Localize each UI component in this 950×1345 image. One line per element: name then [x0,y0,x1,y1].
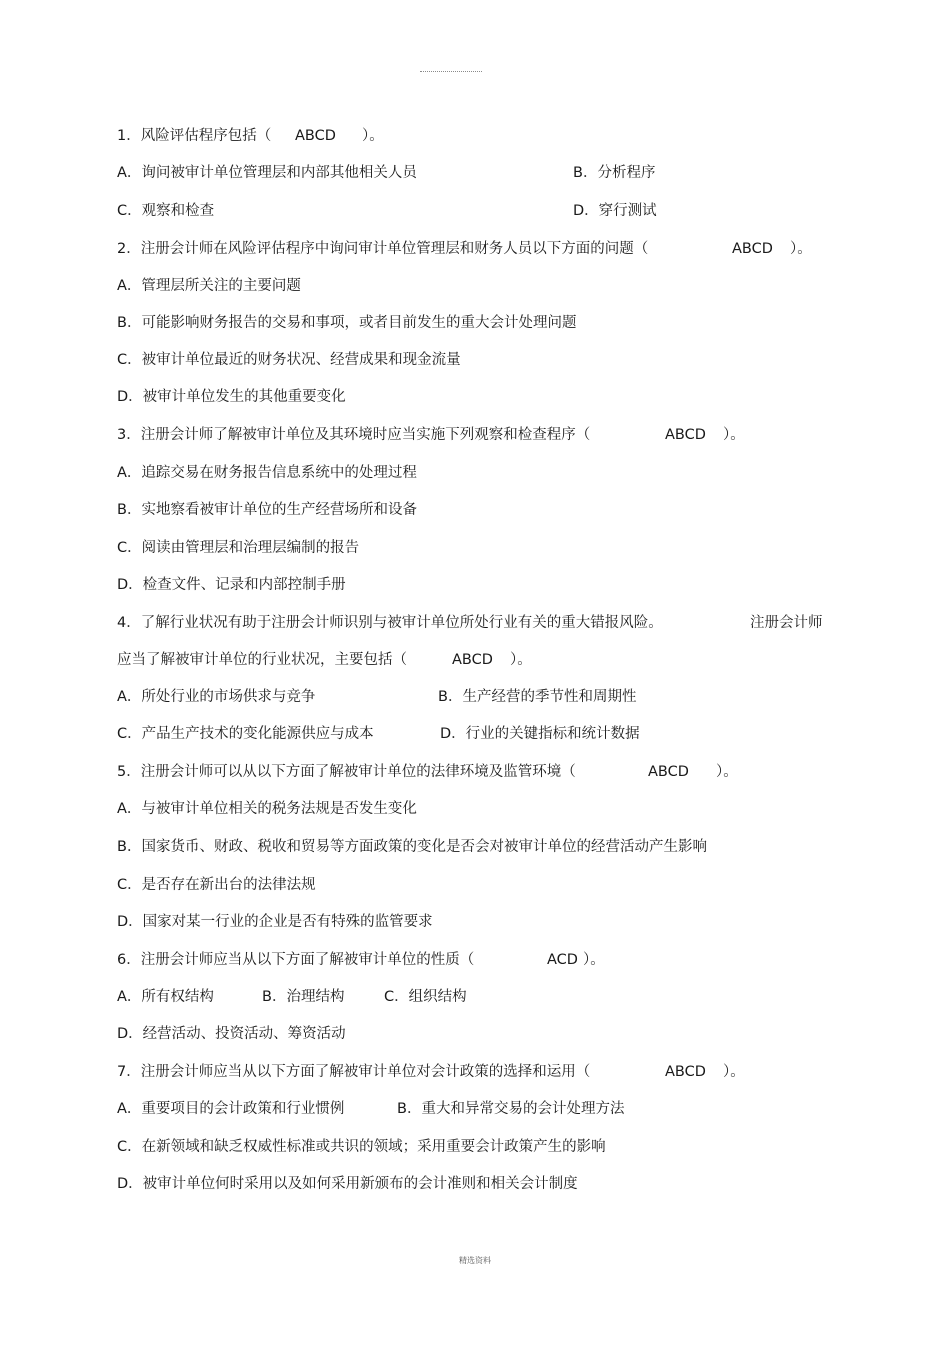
question-2-stem: 2．注册会计师在风险评估程序中询问审计单位管理层和财务人员以下方面的问题（ [117,241,649,257]
question-7-answer: ABCD [665,1064,706,1080]
header-rule [420,71,482,72]
question-6-option-d: D．经营活动、投资活动、筹资活动 [117,1026,346,1042]
question-1-stem: 1．风险评估程序包括（ [117,128,272,144]
question-2-option-d: D．被审计单位发生的其他重要变化 [117,389,346,405]
question-4-option-a: A．所处行业的市场供求与竞争 [117,689,316,705]
question-3-stem: 3．注册会计师了解被审计单位及其环境时应当实施下列观察和检查程序（ [117,427,591,443]
question-2-close: ）。 [790,241,812,257]
question-1-option-a: A．询问被审计单位管理层和内部其他相关人员 [117,165,417,181]
question-5-option-a: A．与被审计单位相关的税务法规是否发生变化 [117,801,417,817]
question-3-option-a: A．追踪交易在财务报告信息系统中的处理过程 [117,465,417,481]
question-3-option-d: D．检查文件、记录和内部控制手册 [117,577,346,593]
question-4-stem-line2: 应当了解被审计单位的行业状况，主要包括（ [117,652,407,668]
question-6-close: ）。 [583,952,605,968]
question-5-stem: 5．注册会计师可以从以下方面了解被审计单位的法律环境及监管环境（ [117,764,576,780]
question-5-option-d: D．国家对某一行业的企业是否有特殊的监管要求 [117,914,433,930]
question-4-answer: ABCD [452,652,493,668]
question-7-option-a: A．重要项目的会计政策和行业惯例 [117,1101,345,1117]
question-6-stem: 6．注册会计师应当从以下方面了解被审计单位的性质（ [117,952,475,968]
question-7-option-d: D．被审计单位何时采用以及如何采用新颁布的会计准则和相关会计制度 [117,1176,578,1192]
question-1-option-c: C．观察和检查 [117,203,215,219]
question-6-option-c: C．组织结构 [384,989,467,1005]
question-6-option-a: A．所有权结构 [117,989,214,1005]
question-4-close: ）。 [510,652,532,668]
question-4-stem-tail: 注册会计师 [750,615,823,631]
question-2-option-a: A．管理层所关注的主要问题 [117,278,301,294]
question-7-option-c: C．在新领域和缺乏权威性标准或共识的领域；采用重要会计政策产生的影响 [117,1139,606,1155]
question-5-option-c: C．是否存在新出台的法律法规 [117,877,316,893]
question-2-answer: ABCD [732,241,773,257]
question-4-option-c: C．产品生产技术的变化能源供应与成本 [117,726,374,742]
question-5-option-b: B．国家货币、财政、税收和贸易等方面政策的变化是否会对被审计单位的经营活动产生影响 [117,839,707,855]
question-3-answer: ABCD [665,427,706,443]
question-7-option-b: B．重大和异常交易的会计处理方法 [397,1101,625,1117]
question-7-close: ）。 [723,1064,745,1080]
question-1-answer: ABCD [295,128,336,144]
question-1-close: ）。 [362,128,384,144]
question-1-option-d: D．穿行测试 [573,203,657,219]
question-2-option-b: B．可能影响财务报告的交易和事项，或者目前发生的重大会计处理问题 [117,315,577,331]
page-footer: 精选资料 [459,1256,491,1265]
question-2-option-c: C．被审计单位最近的财务状况、经营成果和现金流量 [117,352,461,368]
question-5-close: ）。 [716,764,738,780]
question-3-close: ）。 [723,427,745,443]
question-3-option-b: B．实地察看被审计单位的生产经营场所和设备 [117,502,417,518]
question-4-option-b: B．生产经营的季节性和周期性 [438,689,637,705]
question-6-option-b: B．治理结构 [262,989,345,1005]
question-4-stem: 4．了解行业状况有助于注册会计师识别与被审计单位所处行业有关的重大错报风险。 [117,615,663,631]
question-6-answer: ACD [547,952,578,968]
question-7-stem: 7．注册会计师应当从以下方面了解被审计单位对会计政策的选择和运用（ [117,1064,591,1080]
question-1-option-b: B．分析程序 [573,165,656,181]
question-4-option-d: D．行业的关键指标和统计数据 [440,726,640,742]
question-5-answer: ABCD [648,764,689,780]
question-3-option-c: C．阅读由管理层和治理层编制的报告 [117,540,360,556]
